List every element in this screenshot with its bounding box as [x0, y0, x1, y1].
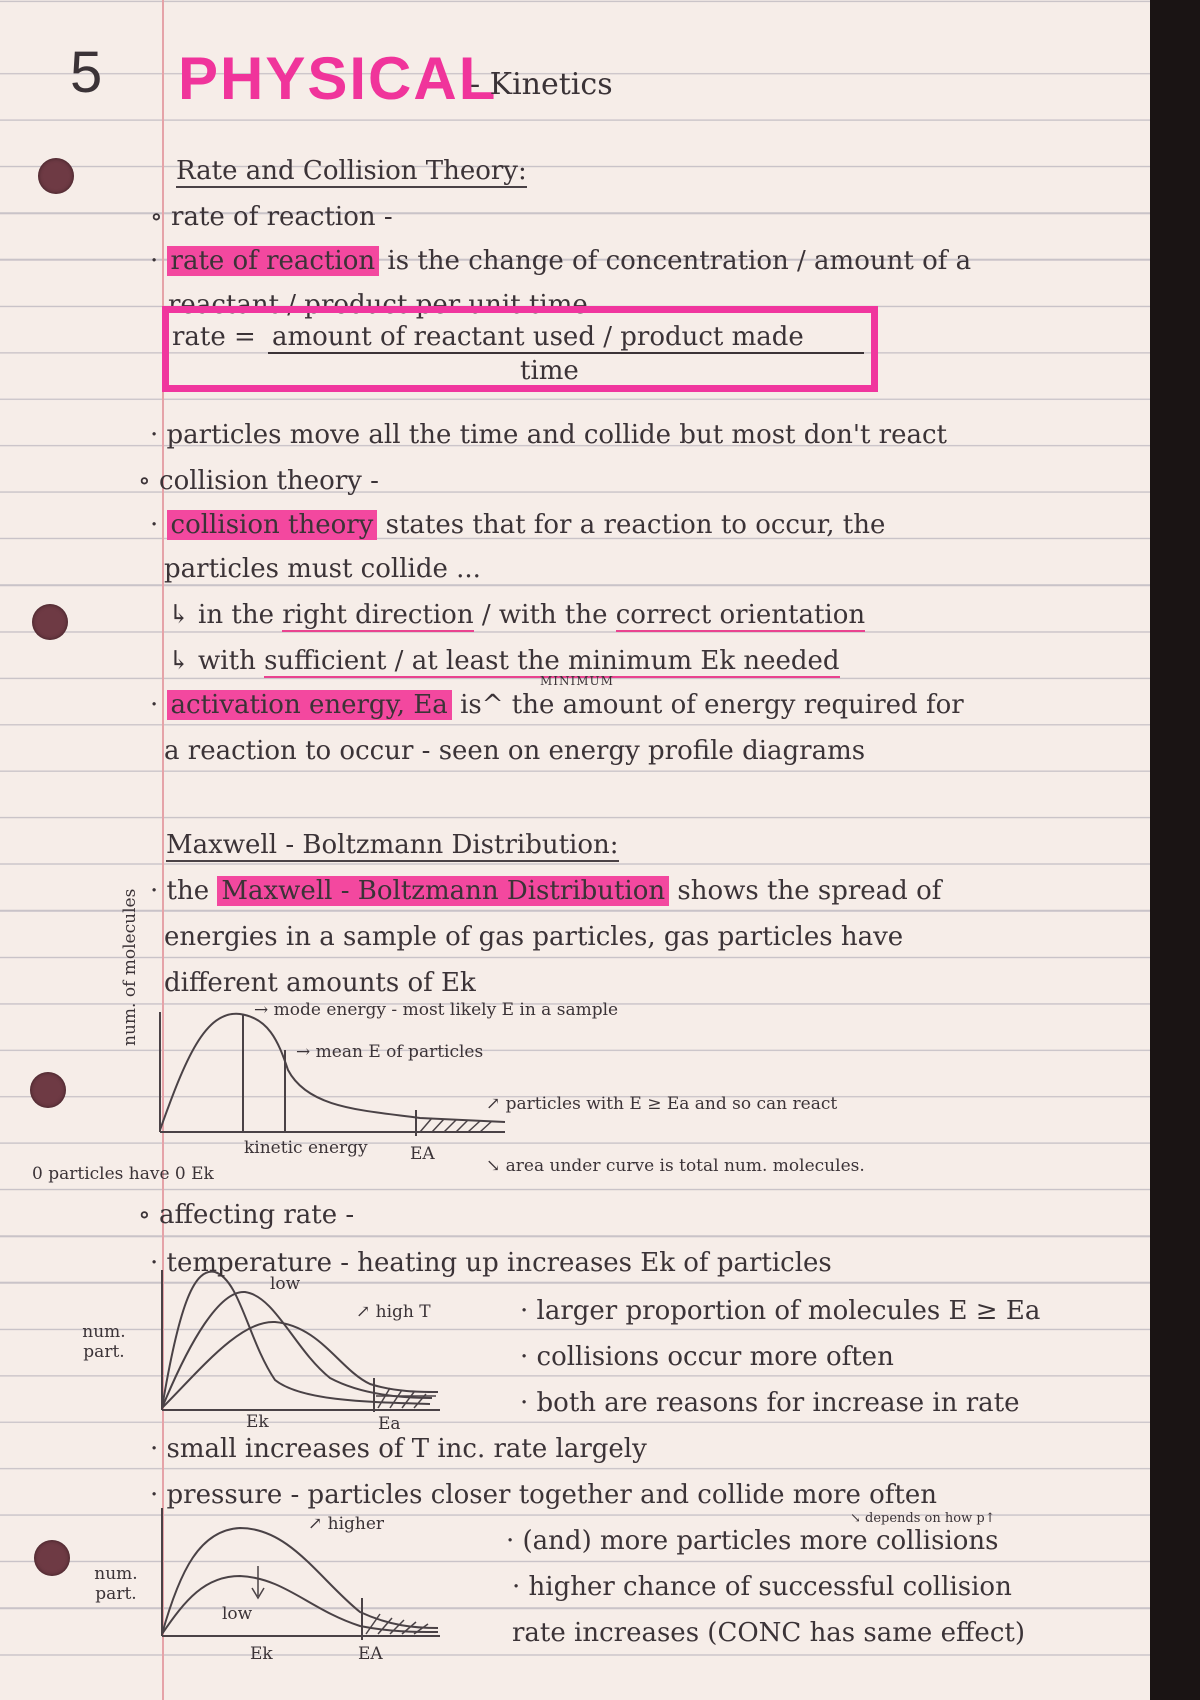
temp-xlabel: Ek — [246, 1412, 269, 1432]
mb-line3: different amounts of Ek — [164, 968, 476, 998]
highlight-rate-of-reaction: rate of reaction — [167, 246, 380, 276]
mb-zero-note: 0 particles have 0 Ek — [32, 1164, 214, 1184]
temp-ylabel: num. part. — [82, 1322, 126, 1362]
press-bullet-3: rate increases (CONC has same effect) — [512, 1618, 1025, 1648]
formula-numerator: amount of reactant used / product made — [272, 322, 804, 352]
temp-low-label: low — [270, 1274, 301, 1294]
temp-bullet-3: · both are reasons for increase in rate — [520, 1388, 1020, 1418]
formula-lhs: rate = — [172, 322, 256, 352]
mb-axes — [160, 1012, 505, 1132]
highlight-collision-theory: collision theory — [167, 510, 378, 540]
mb-ea-note: ↗ particles with E ≥ Ea and so can react — [486, 1094, 838, 1114]
mb-xlabel: kinetic energy — [244, 1138, 368, 1158]
rate-definition-line2: reactant / product per unit time — [168, 290, 588, 320]
temp-bullet-2: · collisions occur more often — [520, 1342, 894, 1372]
rate-definition-line1: · rate of reaction is the change of concentration / amount of a — [150, 246, 972, 276]
mb-area-note: ↘ area under curve is total num. molecules. — [486, 1156, 865, 1176]
press-bullet-1: · (and) more particles more collisions — [506, 1526, 999, 1556]
collision-condition-1: ↳ in the right direction / with the correct orientation — [168, 600, 866, 630]
page-number: 5 — [70, 40, 103, 105]
temp-ea-label: Ea — [378, 1414, 401, 1434]
section-heading-rate: Rate and Collision Theory: — [176, 156, 527, 186]
bullet-affecting-rate: ∘ affecting rate - — [138, 1200, 355, 1230]
press-bullet-2: · higher chance of successful collision — [512, 1572, 1012, 1602]
pressure-line: · pressure - particles closer together and collide more often — [150, 1480, 937, 1510]
mb-ylabel: num. of molecules — [120, 888, 140, 1046]
temperature-line: · temperature - heating up increases Ek of particles — [150, 1248, 832, 1278]
highlight-mb-distribution: Maxwell - Boltzmann Distribution — [217, 876, 669, 906]
press-curve-higher — [162, 1528, 438, 1634]
page-title: PHYSICAL — [178, 45, 498, 112]
press-low-label: low — [222, 1604, 253, 1624]
press-ylabel: num. part. — [94, 1564, 138, 1604]
mb-mean-label: → mean E of particles — [296, 1042, 484, 1062]
highlight-activation-energy: activation energy, Ea — [167, 690, 452, 720]
mb-curve — [160, 1014, 505, 1130]
temp-axes — [162, 1270, 440, 1410]
caret-insert-minimum: MINIMUM — [540, 674, 614, 688]
temp-curve-high — [162, 1322, 438, 1408]
temp-high-label: ↗ high T — [356, 1302, 431, 1322]
bullet-rate: ∘ rate of reaction - — [150, 202, 393, 232]
collision-line2: particles must collide ... — [164, 554, 481, 584]
formula-denominator: time — [520, 356, 579, 386]
mb-mode-label: → mode energy - most likely E in a sample — [254, 1000, 619, 1020]
mb-ea-label: EA — [410, 1144, 435, 1164]
press-ea-label: EA — [358, 1644, 383, 1664]
small-increase-line: · small increases of T inc. rate largely — [150, 1434, 647, 1464]
collision-line1: · collision theory states that for a reaction to occur, the — [150, 510, 886, 540]
depends-note: ↘ depends on how p↑ — [850, 1511, 996, 1526]
press-higher-label: ↗ higher — [308, 1514, 385, 1534]
particles-line: · particles move all the time and collide but most don't react — [150, 420, 948, 450]
mb-line1: · the Maxwell - Boltzmann Distribution shows the spread of — [150, 876, 942, 906]
bullet-collision: ∘ collision theory - — [138, 466, 379, 496]
section-heading-mb: Maxwell - Boltzmann Distribution: — [166, 830, 619, 860]
temp-bullet-1: · larger proportion of molecules E ≥ Ea — [520, 1296, 1041, 1326]
press-axes — [162, 1508, 440, 1636]
mb-line2: energies in a sample of gas particles, gas particles have — [164, 922, 904, 952]
page-subtitle: - Kinetics — [470, 67, 613, 102]
activation-line1: · activation energy, Ea is^ the amount of energy required for — [150, 690, 964, 720]
activation-line2: a reaction to occur - seen on energy profile diagrams — [164, 736, 866, 766]
press-xlabel: Ek — [250, 1644, 273, 1664]
collision-condition-2: ↳ with sufficient / at least the minimum Ek needed — [168, 646, 840, 676]
